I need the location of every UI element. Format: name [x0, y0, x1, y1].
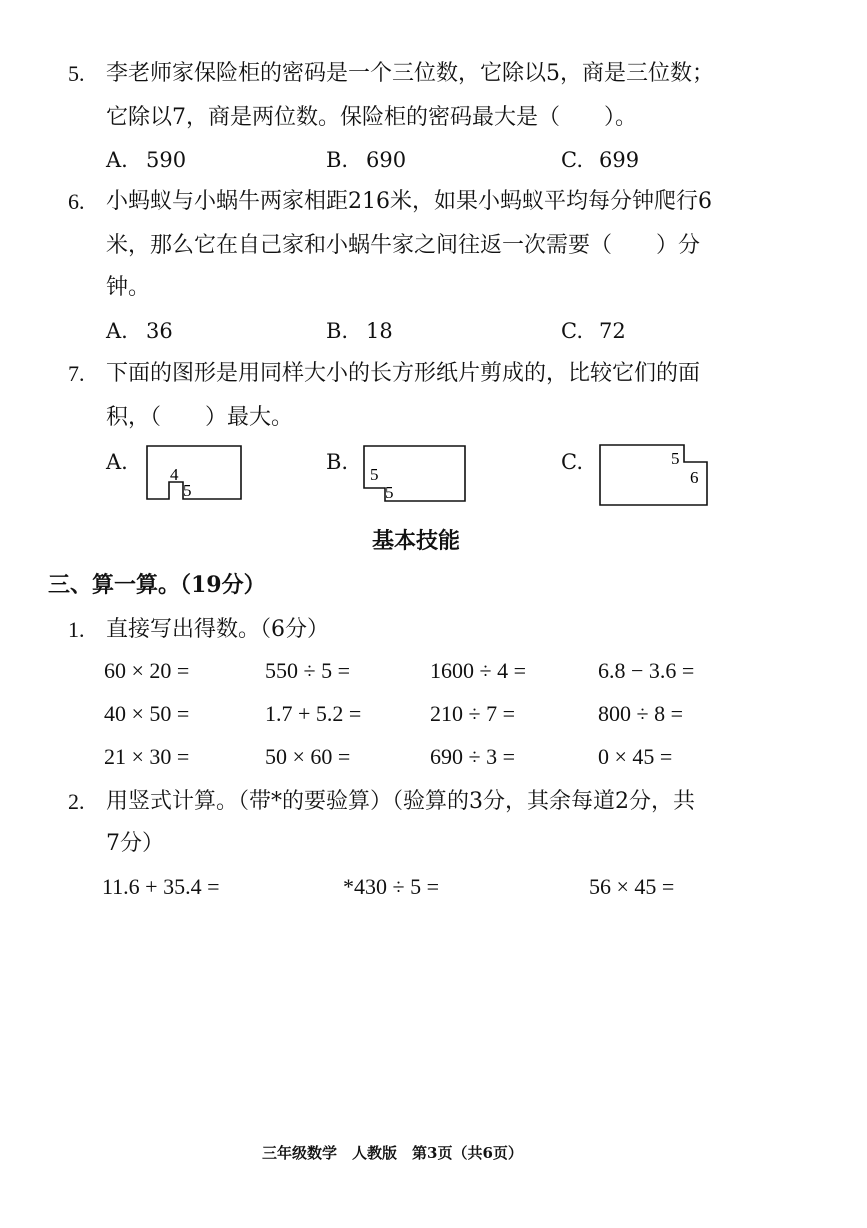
calc-item: 0 × 45 =	[598, 744, 673, 769]
question-number: 7.	[68, 361, 85, 386]
subquestion-number: 2.	[68, 789, 85, 814]
figure-a-shape	[140, 440, 250, 510]
option-label: B.	[326, 148, 349, 172]
calc-item: 40 × 50 =	[104, 701, 190, 726]
calc-item: 50 × 60 =	[265, 744, 351, 769]
subquestion-text: 7分）	[106, 831, 164, 856]
calc-item: 21 × 30 =	[104, 744, 190, 769]
option-value: 18	[366, 319, 393, 343]
figure-a-label: A.	[106, 450, 128, 474]
calc-item: 800 ÷ 8 =	[598, 701, 683, 726]
calc-item: 690 ÷ 3 =	[430, 744, 515, 769]
figure-c-shape	[594, 440, 719, 512]
section-title: 基本技能	[372, 528, 461, 554]
vertical-calc-item: 11.6 + 35.4 =	[102, 874, 220, 899]
page-footer: 三年级数学 人教版 第3页（共6页）	[262, 1144, 523, 1162]
figure-b-label: B.	[326, 450, 349, 474]
option-value: 72	[599, 319, 626, 343]
question-text-line: 积，（ ）最大。	[106, 405, 294, 430]
option-value: 690	[366, 148, 407, 172]
figure-b-mark: 5	[385, 483, 394, 502]
calc-item: 210 ÷ 7 =	[430, 701, 515, 726]
figure-c-label: C.	[561, 450, 583, 474]
calc-item: 60 × 20 =	[104, 658, 190, 683]
vertical-calc-item: *430 ÷ 5 =	[343, 874, 439, 899]
figure-a-mark: 4	[170, 465, 179, 484]
figure-c-mark: 6	[690, 468, 699, 487]
figure-c-mark: 5	[671, 449, 680, 468]
question-text-line: 下面的图形是用同样大小的长方形纸片剪成的，比较它们的面	[106, 361, 701, 386]
question-text-line: 米，那么它在自己家和小蜗牛家之间往返一次需要（ ）分	[106, 233, 701, 258]
subquestion-text: 用竖式计算。（带*的要验算）（验算的3分，其余每道2分，共	[106, 789, 695, 814]
question-text-line: 钟。	[106, 275, 151, 300]
calc-item: 1.7 + 5.2 =	[265, 701, 362, 726]
question-number: 6.	[68, 189, 85, 214]
option-label: B.	[326, 319, 349, 343]
option-label: C.	[561, 319, 583, 343]
figure-a-mark: 5	[183, 481, 192, 500]
calc-item: 6.8 − 3.6 =	[598, 658, 695, 683]
question-number: 5.	[68, 61, 85, 86]
question-text-line: 小蚂蚁与小蜗牛两家相距216米，如果小蚂蚁平均每分钟爬行6	[106, 189, 712, 214]
figure-b-mark: 5	[370, 465, 379, 484]
calc-item: 1600 ÷ 4 =	[430, 658, 526, 683]
option-value: 699	[599, 148, 640, 172]
subquestion-number: 1.	[68, 617, 85, 642]
part-heading: 三、算一算。（19分）	[48, 572, 266, 598]
option-value: 36	[146, 319, 173, 343]
option-label: A.	[106, 148, 128, 172]
option-label: A.	[106, 319, 128, 343]
subquestion-text: 直接写出得数。（6分）	[106, 617, 329, 642]
question-text-line: 李老师家保险柜的密码是一个三位数，它除以5，商是三位数；	[106, 61, 714, 86]
calc-item: 550 ÷ 5 =	[265, 658, 350, 683]
vertical-calc-item: 56 × 45 =	[589, 874, 675, 899]
option-label: C.	[561, 148, 583, 172]
question-text-line: 它除以7，商是两位数。保险柜的密码最大是（ ）。	[106, 105, 637, 130]
option-value: 590	[146, 148, 187, 172]
figure-b-shape	[358, 440, 473, 510]
